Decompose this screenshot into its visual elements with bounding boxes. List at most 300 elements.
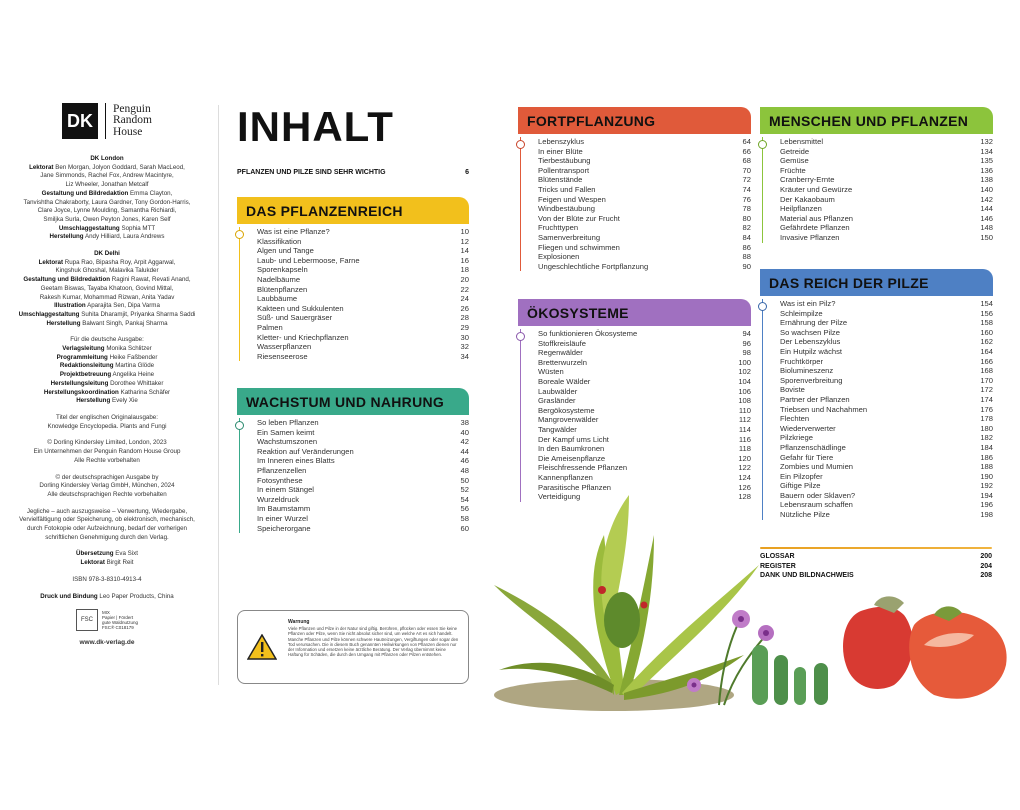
toc-entry[interactable] bbox=[257, 275, 469, 285]
back-matter-entry[interactable] bbox=[760, 552, 992, 562]
credit-names: © der deutschsprachigen Ausgabe by bbox=[55, 473, 159, 481]
toc-entry-page: 28 bbox=[460, 313, 469, 323]
back-matter-title: REGISTER bbox=[760, 562, 796, 570]
toc-entry-page: 56 bbox=[460, 504, 469, 514]
toc-entry[interactable] bbox=[538, 204, 751, 214]
toc-entry-title: Fruchtkörper bbox=[780, 356, 824, 366]
toc-entry-page: 128 bbox=[738, 492, 751, 502]
toc-entry[interactable] bbox=[538, 243, 751, 253]
toc-entry-page: 68 bbox=[742, 156, 751, 166]
toc-entry-title: Laubbäume bbox=[257, 294, 298, 304]
credit-line bbox=[4, 491, 210, 500]
credit-names: Dorothee Whittaker bbox=[110, 379, 164, 387]
toc-entry[interactable] bbox=[780, 137, 993, 147]
section-entries bbox=[237, 418, 469, 533]
toc-entry[interactable] bbox=[257, 294, 469, 304]
toc-entry[interactable] bbox=[780, 214, 993, 224]
toc-entry[interactable] bbox=[257, 313, 469, 323]
section-header[interactable]: ÖKOSYSTEME bbox=[518, 299, 751, 326]
toc-entry[interactable] bbox=[780, 462, 993, 472]
credit-names: Smiljka Surla, Owen Peyton Jones, Karen Self bbox=[43, 215, 171, 223]
toc-entry-page: 64 bbox=[742, 137, 751, 146]
toc-entry[interactable] bbox=[257, 485, 469, 495]
publisher-logo bbox=[4, 103, 210, 139]
credit-role: Herstellungsleitung bbox=[50, 379, 109, 387]
section-timeline-line bbox=[762, 137, 763, 243]
toc-entry[interactable] bbox=[780, 347, 993, 357]
toc-entry-title: In einem Stängel bbox=[257, 485, 314, 495]
credit-line bbox=[4, 155, 210, 164]
section-wachstum-nahrung bbox=[237, 388, 469, 533]
publisher-name-line: Random bbox=[113, 114, 152, 127]
credit-names: Leo Paper Products, China bbox=[99, 592, 174, 600]
toc-entry[interactable] bbox=[538, 367, 751, 377]
toc-entry-page: 166 bbox=[980, 356, 993, 366]
toc-entry[interactable] bbox=[257, 246, 469, 256]
credit-names: Emma Clayton, bbox=[130, 189, 173, 197]
credit-role: Verlagsleitung bbox=[62, 345, 105, 353]
credit-line bbox=[4, 448, 210, 457]
toc-entry-page: 100 bbox=[738, 357, 751, 367]
toc-entry[interactable] bbox=[538, 387, 751, 397]
toc-entry[interactable] bbox=[257, 352, 469, 362]
toc-entry-title: Cranberry-Ernte bbox=[780, 175, 835, 185]
toc-entry[interactable] bbox=[257, 333, 469, 343]
toc-entry-page: 150 bbox=[980, 232, 993, 242]
fsc-badge bbox=[4, 609, 210, 631]
toc-entry[interactable] bbox=[780, 223, 993, 233]
toc-entry-page: 78 bbox=[742, 204, 751, 214]
credit-line bbox=[4, 302, 210, 311]
toc-entry-page: 182 bbox=[980, 433, 993, 443]
toc-entry-title: Schleimpilze bbox=[780, 308, 823, 318]
toc-entry-page: 114 bbox=[738, 424, 751, 434]
section-header[interactable]: FORTPFLANZUNG bbox=[518, 107, 751, 134]
toc-entry-page: 50 bbox=[460, 475, 469, 485]
toc-entry-title: Ein Samen keimt bbox=[257, 427, 315, 437]
strawberries bbox=[843, 596, 1007, 698]
toc-entry[interactable] bbox=[257, 456, 469, 466]
credit-line bbox=[4, 285, 210, 294]
credit-names: Geetam Biswas, Tayaba Khatoon, Govind Mittal, bbox=[40, 284, 174, 292]
toc-entry[interactable] bbox=[780, 195, 993, 205]
toc-entry[interactable] bbox=[780, 147, 993, 157]
section-bullet-icon bbox=[235, 230, 244, 239]
section-header[interactable]: MENSCHEN UND PFLANZEN bbox=[760, 107, 993, 134]
credit-line bbox=[4, 172, 210, 181]
toc-entry[interactable] bbox=[538, 377, 751, 387]
toc-entry-title: Fliegen und schwimmen bbox=[538, 242, 620, 252]
toc-entry-title: Fotosynthese bbox=[257, 475, 303, 485]
toc-entry-title: Heilpflanzen bbox=[780, 204, 822, 214]
toc-entry[interactable] bbox=[538, 483, 751, 493]
toc-entry-page: 84 bbox=[742, 232, 751, 242]
toc-entry-page: 158 bbox=[980, 318, 993, 328]
toc-entry[interactable] bbox=[538, 348, 751, 358]
toc-entry[interactable] bbox=[538, 339, 751, 349]
toc-entry-page: 124 bbox=[738, 472, 751, 482]
toc-entry-title: Der Kakaobaum bbox=[780, 194, 835, 204]
toc-entry-title: Ernährung der Pilze bbox=[780, 318, 848, 328]
toc-entry-title: Tangwälder bbox=[538, 424, 577, 434]
toc-entry[interactable] bbox=[257, 342, 469, 352]
column-divider bbox=[218, 105, 219, 685]
toc-entry[interactable] bbox=[780, 443, 993, 453]
toc-entry-page: 14 bbox=[460, 246, 469, 256]
toc-entry-title: Boviste bbox=[780, 385, 805, 395]
back-matter-entry[interactable] bbox=[760, 562, 992, 572]
section-entries bbox=[237, 227, 469, 361]
warning-body: Viele Pflanzen und Pilze in der Natur sind giftig. Berühren, pflücken oder essen Sie keine Pflanzen oder Pilze, wenn Sie nicht absolut sicher sind, um welche Art es sich handelt. Manche Pflanzen und Pilze können schwere Hautreizungen, Vergiftungen oder sogar den Tod verursachen. Die in diesem Buch genannten Heilwirkungen von Pflanzen dienen nur der Information und ersetzen keine ärztliche Beratung. Der Verlag übernimmt keine Haftung für Schäden, die durch den Umgang mit Pflanzen oder Pilzen entstehen. bbox=[288, 626, 459, 658]
toc-entry[interactable] bbox=[257, 304, 469, 314]
toc-entry[interactable] bbox=[538, 156, 751, 166]
toc-entry-title: Nützliche Pilze bbox=[780, 510, 830, 520]
toc-entry-page: 30 bbox=[460, 332, 469, 342]
toc-entry[interactable] bbox=[538, 147, 751, 157]
credit-role: Lektorat bbox=[38, 258, 64, 266]
credit-line bbox=[4, 336, 210, 345]
toc-entry[interactable] bbox=[780, 233, 993, 243]
toc-entry-title: Sporenverbreitung bbox=[780, 375, 843, 385]
credit-role: Illustration bbox=[54, 302, 86, 310]
intro-entry[interactable] bbox=[237, 169, 469, 176]
credit-names: Monika Schlitzer bbox=[106, 345, 152, 353]
credit-spacer bbox=[4, 568, 210, 576]
toc-entry-page: 98 bbox=[742, 348, 751, 358]
section-header[interactable]: DAS PFLANZENREICH bbox=[237, 197, 469, 224]
credit-role: Umschlaggestaltung bbox=[58, 224, 120, 232]
toc-entry[interactable] bbox=[780, 385, 993, 395]
credits-column bbox=[4, 103, 210, 648]
toc-entry-title: Süß- und Sauergräser bbox=[257, 313, 333, 323]
credit-line bbox=[4, 380, 210, 389]
plants-illustration bbox=[494, 495, 1010, 711]
toc-entry-title: Früchte bbox=[780, 165, 806, 175]
toc-entry-page: 192 bbox=[980, 481, 993, 491]
toc-entry[interactable] bbox=[780, 175, 993, 185]
toc-entry-page: 178 bbox=[980, 414, 993, 424]
toc-entry-title: Biolumineszenz bbox=[780, 366, 834, 376]
credit-role: Programmleitung bbox=[56, 353, 108, 361]
toc-entry-title: Riesenseerose bbox=[257, 351, 308, 361]
toc-entry[interactable] bbox=[780, 166, 993, 176]
toc-entry-title: Ein Pilzopfer bbox=[780, 471, 823, 481]
credit-role: DK London bbox=[90, 155, 124, 162]
toc-entry-title: Triebsen und Nachahmen bbox=[780, 404, 868, 414]
toc-entry[interactable] bbox=[538, 454, 751, 464]
credit-names: Knowledge Encyclopedia. Plants and Fungi bbox=[47, 422, 167, 430]
credit-spacer bbox=[4, 466, 210, 474]
toc-entry-page: 40 bbox=[460, 427, 469, 437]
credit-names: Jegliche – auch auszugsweise – Verwertung, Wiedergabe, bbox=[26, 507, 188, 515]
credit-names: Clare Joyce, Lynne Moulding, Samantha Richiardi, bbox=[37, 207, 177, 215]
toc-entry-page: 12 bbox=[460, 236, 469, 246]
section-reich-der-pilze bbox=[760, 269, 993, 520]
back-matter-title: GLOSSAR bbox=[760, 553, 795, 560]
section-bullet-icon bbox=[235, 421, 244, 430]
toc-entry-page: 134 bbox=[980, 146, 993, 156]
toc-entry-title: Feigen und Wespen bbox=[538, 194, 606, 204]
toc-entry-page: 54 bbox=[460, 494, 469, 504]
publisher-url[interactable]: www.dk-verlag.de bbox=[79, 639, 135, 647]
toc-entry[interactable] bbox=[257, 524, 469, 534]
credit-line bbox=[4, 320, 210, 329]
toc-entry[interactable] bbox=[538, 166, 751, 176]
fsc-text-line: FSC® C018179 bbox=[101, 625, 134, 631]
credit-line bbox=[4, 550, 210, 559]
toc-entry[interactable] bbox=[780, 433, 993, 443]
toc-entry[interactable] bbox=[538, 137, 751, 147]
credit-names: Alle Rechte vorbehalten bbox=[74, 456, 140, 464]
toc-entry[interactable] bbox=[257, 437, 469, 447]
toc-entry-title: Samenverbreitung bbox=[538, 232, 601, 242]
toc-entry[interactable] bbox=[257, 504, 469, 514]
toc-entry-title: Kletter- und Kriechpflanzen bbox=[257, 332, 349, 342]
credit-spacer bbox=[4, 328, 210, 336]
toc-entry[interactable] bbox=[780, 395, 993, 405]
toc-entry-title: In einer Wurzel bbox=[257, 513, 308, 523]
toc-entry-page: 138 bbox=[980, 175, 993, 185]
credit-line bbox=[4, 576, 210, 585]
toc-entry-page: 76 bbox=[742, 194, 751, 204]
section-header[interactable]: DAS REICH DER PILZE bbox=[760, 269, 993, 296]
toc-entry-title: Wasserpflanzen bbox=[257, 342, 312, 352]
toc-entry-page: 174 bbox=[980, 394, 993, 404]
toc-entry[interactable] bbox=[780, 328, 993, 338]
credit-line bbox=[4, 199, 210, 208]
credit-line bbox=[4, 371, 210, 380]
toc-entry[interactable] bbox=[257, 466, 469, 476]
toc-entry[interactable] bbox=[780, 309, 993, 319]
toc-entry[interactable] bbox=[538, 195, 751, 205]
back-matter-page: 208 bbox=[980, 572, 992, 579]
toc-entry-page: 48 bbox=[460, 465, 469, 475]
toc-entry[interactable] bbox=[538, 329, 751, 339]
credit-names: Angelika Heine bbox=[112, 371, 155, 379]
toc-entry-page: 160 bbox=[980, 327, 993, 337]
credit-names: Aparajita Sen, Dipa Varma bbox=[87, 302, 160, 310]
intro-label: PFLANZEN UND PILZE SIND SEHR WICHTIG bbox=[237, 169, 386, 176]
warning-triangle-icon bbox=[246, 619, 278, 675]
toc-entry[interactable] bbox=[538, 435, 751, 445]
toc-entry[interactable] bbox=[257, 495, 469, 505]
toc-entry-page: 194 bbox=[980, 490, 993, 500]
fsc-logo-icon: FSC bbox=[76, 609, 98, 631]
toc-entry[interactable] bbox=[538, 358, 751, 368]
toc-entry-page: 42 bbox=[460, 437, 469, 447]
credit-names: Ben Morgan, Jolyon Goddard, Sarah MacLeod, bbox=[55, 163, 185, 171]
toc-entry[interactable] bbox=[257, 476, 469, 486]
toc-entry[interactable] bbox=[257, 256, 469, 266]
publisher-name bbox=[113, 104, 152, 139]
credit-role: Druck und Bindung bbox=[40, 592, 98, 600]
toc-entry[interactable] bbox=[780, 366, 993, 376]
toc-entry[interactable] bbox=[780, 318, 993, 328]
toc-entry-title: Wachstumszonen bbox=[257, 437, 318, 447]
logo-divider bbox=[105, 103, 106, 139]
toc-entry-title: Material aus Pflanzen bbox=[780, 213, 854, 223]
toc-entry[interactable] bbox=[538, 262, 751, 272]
credit-role: Gestaltung und Bildredaktion bbox=[41, 189, 129, 197]
credit-lines bbox=[4, 155, 210, 601]
credit-line bbox=[4, 181, 210, 190]
credit-role: Übersetzung bbox=[76, 550, 114, 558]
credit-names: Tanvishtha Chakraborty, Laura Gardner, Tony Gordon-Harris, bbox=[23, 198, 191, 206]
toc-entry[interactable] bbox=[538, 463, 751, 473]
credit-names: Evely Xie bbox=[111, 397, 138, 405]
credit-names: Andy Hilliard, Laura Andrews bbox=[84, 233, 165, 241]
toc-entry-title: Laub- und Lebermoose, Farne bbox=[257, 255, 360, 265]
section-timeline-line bbox=[762, 299, 763, 520]
toc-entry[interactable] bbox=[257, 285, 469, 295]
toc-entry[interactable] bbox=[538, 233, 751, 243]
toc-entry[interactable] bbox=[257, 428, 469, 438]
toc-entry[interactable] bbox=[538, 415, 751, 425]
credit-line bbox=[4, 457, 210, 466]
toc-entry[interactable] bbox=[780, 357, 993, 367]
toc-entry-title: Fleischfressende Pflanzen bbox=[538, 463, 628, 473]
credit-role: Lektorat bbox=[29, 163, 54, 171]
section-bullet-icon bbox=[758, 302, 767, 311]
credit-names: Alle deutschsprachigen Rechte vorbehalten bbox=[47, 490, 167, 498]
toc-entry-page: 110 bbox=[738, 405, 751, 415]
credit-names: Für die deutsche Ausgabe: bbox=[70, 336, 144, 344]
toc-entry[interactable] bbox=[780, 337, 993, 347]
toc-entry-title: Invasive Pflanzen bbox=[780, 232, 840, 242]
toc-entry-page: 24 bbox=[460, 294, 469, 304]
toc-entry[interactable] bbox=[780, 156, 993, 166]
toc-entry[interactable] bbox=[780, 299, 993, 309]
toc-entry-page: 52 bbox=[460, 485, 469, 495]
publisher-name-line: House bbox=[113, 125, 143, 138]
toc-entry-page: 186 bbox=[980, 452, 993, 462]
toc-entry[interactable] bbox=[538, 223, 751, 233]
toc-entry[interactable] bbox=[538, 396, 751, 406]
toc-entry[interactable] bbox=[257, 418, 469, 428]
toc-entry-page: 122 bbox=[738, 463, 751, 473]
toc-entry[interactable] bbox=[257, 227, 469, 237]
toc-entry[interactable] bbox=[780, 405, 993, 415]
credit-names: Balwant Singh, Pankaj Sharma bbox=[82, 319, 168, 327]
credit-spacer bbox=[4, 542, 210, 550]
credit-line bbox=[4, 250, 210, 259]
toc-entry[interactable] bbox=[257, 447, 469, 457]
toc-entry-page: 90 bbox=[742, 261, 751, 271]
credit-line bbox=[4, 439, 210, 448]
toc-entry[interactable] bbox=[538, 252, 751, 262]
back-matter-list bbox=[760, 552, 992, 581]
toc-entry-title: Nadelbäume bbox=[257, 274, 301, 284]
toc-entry[interactable] bbox=[257, 323, 469, 333]
toc-entry-title: Lebensraum schaffen bbox=[780, 500, 853, 510]
toc-entry-page: 108 bbox=[738, 396, 751, 406]
toc-entry[interactable] bbox=[538, 185, 751, 195]
toc-entry-page: 82 bbox=[742, 223, 751, 233]
toc-entry[interactable] bbox=[257, 514, 469, 524]
toc-entry[interactable] bbox=[538, 473, 751, 483]
toc-entry-title: Lebensmittel bbox=[780, 137, 824, 146]
toc-entry-page: 106 bbox=[738, 386, 751, 396]
credit-spacer bbox=[4, 242, 210, 250]
toc-entry[interactable] bbox=[257, 265, 469, 275]
toc-entry-title: Pilzkriege bbox=[780, 433, 813, 443]
toc-entry[interactable] bbox=[780, 481, 993, 491]
toc-entry-page: 188 bbox=[980, 462, 993, 472]
toc-entry-page: 18 bbox=[460, 265, 469, 275]
toc-entry[interactable] bbox=[538, 214, 751, 224]
toc-entry[interactable] bbox=[780, 414, 993, 424]
back-matter-rule bbox=[760, 547, 992, 549]
toc-entry[interactable] bbox=[780, 376, 993, 386]
credit-line bbox=[4, 423, 210, 432]
toc-entry[interactable] bbox=[538, 175, 751, 185]
section-header[interactable]: WACHSTUM UND NAHRUNG bbox=[237, 388, 469, 415]
back-matter-entry[interactable] bbox=[760, 571, 992, 581]
toc-entry[interactable] bbox=[780, 472, 993, 482]
toc-entry[interactable] bbox=[780, 185, 993, 195]
credit-names: Rupa Rao, Bipasha Roy, Arpit Aggarwal, bbox=[64, 258, 176, 266]
toc-entry-page: 32 bbox=[460, 342, 469, 352]
toc-entry-page: 135 bbox=[980, 156, 993, 166]
toc-entry-page: 180 bbox=[980, 423, 993, 433]
toc-entry-page: 162 bbox=[980, 337, 993, 347]
toc-entry-page: 74 bbox=[742, 184, 751, 194]
toc-entry[interactable] bbox=[257, 237, 469, 247]
toc-entry-title: Tricks und Fallen bbox=[538, 184, 596, 194]
toc-entry-title: In den Baumkronen bbox=[538, 444, 605, 454]
toc-entry[interactable] bbox=[538, 425, 751, 435]
toc-entry[interactable] bbox=[780, 424, 993, 434]
credit-line bbox=[4, 525, 210, 534]
credit-names: Liz Wheeler, Jonathan Metcalf bbox=[65, 181, 149, 189]
credit-spacer bbox=[4, 431, 210, 439]
credit-line bbox=[4, 233, 210, 242]
toc-entry-title: Lebenszyklus bbox=[538, 137, 585, 146]
toc-entry[interactable] bbox=[538, 406, 751, 416]
toc-entry-page: 142 bbox=[980, 194, 993, 204]
page-title: INHALT bbox=[237, 103, 394, 150]
credit-line bbox=[4, 534, 210, 543]
toc-entry-title: So funktionieren Ökosysteme bbox=[538, 329, 638, 338]
toc-entry[interactable] bbox=[538, 444, 751, 454]
section-timeline-line bbox=[520, 137, 521, 271]
toc-entry-title: Im Baumstamm bbox=[257, 504, 311, 514]
toc-entry[interactable] bbox=[780, 453, 993, 463]
toc-entry-title: Was ist ein Pilz? bbox=[780, 299, 836, 308]
back-matter-page: 200 bbox=[980, 553, 992, 560]
section-fortpflanzung bbox=[518, 107, 751, 271]
toc-entry-title: Blütenstände bbox=[538, 175, 583, 185]
toc-entry-page: 148 bbox=[980, 223, 993, 233]
toc-entry[interactable] bbox=[780, 204, 993, 214]
toc-entry-page: 132 bbox=[980, 137, 993, 146]
credit-names: Vervielfältigung oder Speicherung, ob elektronisch, mechanisch, bbox=[19, 516, 195, 524]
warning-box bbox=[237, 610, 469, 684]
credit-line bbox=[4, 294, 210, 303]
toc-entry-page: 16 bbox=[460, 255, 469, 265]
toc-entry-page: 116 bbox=[738, 434, 751, 444]
toc-entry-page: 70 bbox=[742, 165, 751, 175]
credit-names: Heike Faßbender bbox=[109, 353, 158, 361]
credit-names: Martina Glöde bbox=[115, 362, 155, 370]
credit-role: Herstellung bbox=[49, 233, 84, 241]
toc-entry-title: Bergökosysteme bbox=[538, 405, 595, 415]
toc-entry-title: Stoffkreisläufe bbox=[538, 338, 586, 348]
toc-entry-page: 144 bbox=[980, 204, 993, 214]
toc-entry-page: 88 bbox=[742, 252, 751, 262]
credit-line bbox=[4, 259, 210, 268]
credit-line bbox=[4, 397, 210, 406]
